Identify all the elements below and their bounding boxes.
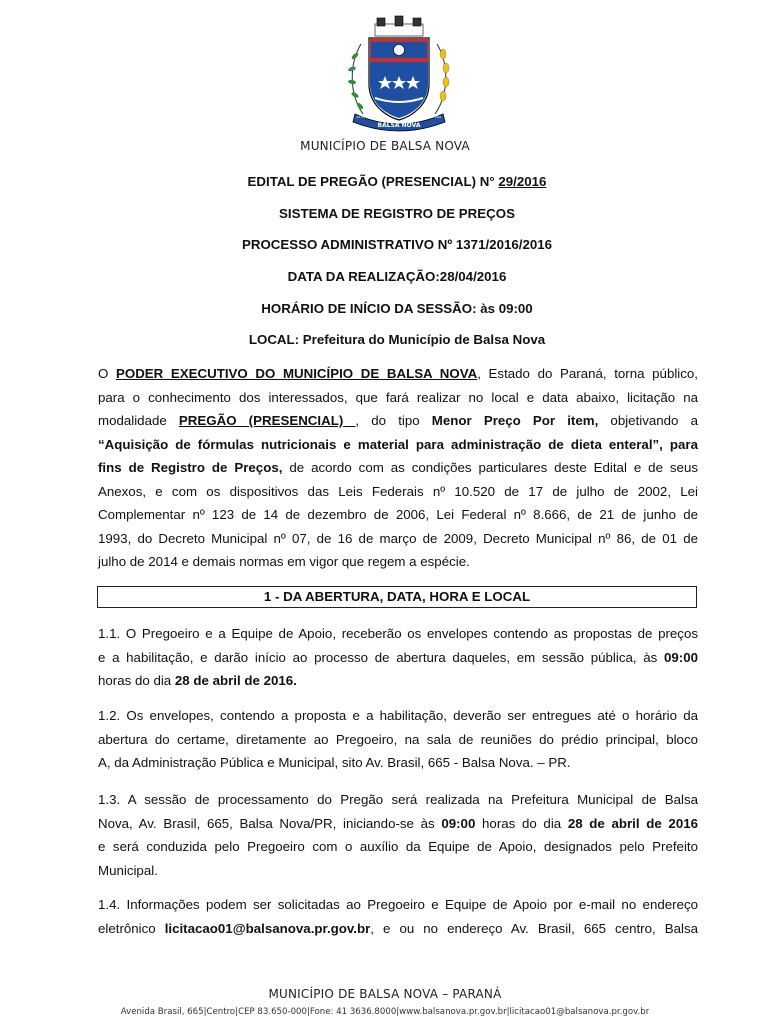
intro-line: Complementar nº 123 de 14 de dezembro de 2006, Lei Federal nº 8.666, de 21 de junho de xyxy=(98,507,698,522)
date-heading: DATA DA REALIZAÇÃO:28/04/2016 xyxy=(287,269,507,284)
footer-address: Avenida Brasil, 665|Centro|CEP 83.650-000|Fone: 41 3636.8000|www.balsanova.pr.gov.br|licitacao01@balsanova.pr.gov.br xyxy=(120,1007,650,1017)
crest-banner-text: BALSA NOVA xyxy=(377,122,421,129)
location-heading: LOCAL: Prefeitura do Município de Balsa Nova xyxy=(248,332,546,347)
contact-email[interactable]: licitacao01@balsanova.pr.gov.br xyxy=(164,920,371,936)
intro-line: para o conhecimento dos interessados, que fará realizar no local e data abaixo, licitação na xyxy=(98,389,698,405)
municipality-title: MUNICÍPIO DE BALSA NOVA xyxy=(300,139,470,153)
edital-number: 29/2016 xyxy=(498,174,547,189)
clause-1-4: 1.4. Informações podem ser solicitadas ao Pregoeiro e Equipe de Apoio por e-mail no endereço eletrônico licitacao01@balsanova.pr.gov.br, e ou no endereço Av. Brasil, 665 centro, Balsa xyxy=(98,897,698,936)
executive-power-name: PODER EXECUTIVO DO MUNICÍPIO DE BALSA NOVA xyxy=(115,366,478,381)
intro-line: julho de 2014 e demais normas em vigor que regem a espécie. xyxy=(98,554,470,569)
intro-paragraph xyxy=(98,362,698,574)
process-heading: PROCESSO ADMINISTRATIVO Nº 1371/2016/2016 xyxy=(241,237,553,252)
time-heading: HORÁRIO DE INÍCIO DA SESSÃO: às 09:00 xyxy=(261,301,533,316)
section-1-title: 1 - DA ABERTURA, DATA, HORA E LOCAL xyxy=(97,586,697,608)
clause-1-1: 1.1. O Pregoeiro e a Equipe de Apoio, receberão os envelopes contendo as propostas de preços e a habilitação, e darão início ao processo de abertura daqueles, em sessão pública, às 09:00 horas do dia 28 de abril de 2016. xyxy=(98,626,698,688)
system-heading: SISTEMA DE REGISTRO DE PREÇOS xyxy=(279,206,515,221)
clause-1-2: 1.2. Os envelopes, contendo a proposta e a habilitação, deverão ser entregues até o horário da abertura do certame, diretamente ao Pregoeiro, na sala de reuniões do prédio principal, bloco A, da Administração Pública e Municipal, sito Av. Brasil, 665 - Balsa Nova. – PR. xyxy=(98,708,698,770)
intro-line: fins de Registro de Preços, de acordo com as condições particulares deste Edital e de seus xyxy=(98,460,698,475)
edital-heading xyxy=(0,174,770,189)
municipal-crest-logo xyxy=(341,14,457,136)
intro-line: 1993, do Decreto Municipal nº 07, de 16 de março de 2009, Decreto Municipal nº 86, de 01 de xyxy=(98,530,698,546)
crest-date-left: 25-01-1961 xyxy=(356,115,374,119)
intro-line: O PODER EXECUTIVO DO MUNICÍPIO DE BALSA NOVA, Estado do Paraná, torna público, xyxy=(98,366,698,381)
modality-name: PREGÃO (PRESENCIAL) xyxy=(178,413,356,428)
object-description: “Aquisição de fórmulas nutricionais e material para administração de dieta enteral”, para xyxy=(98,436,698,452)
intro-line: modalidade PREGÃO (PRESENCIAL) , do tipo Menor Preço Por item, objetivando a xyxy=(98,413,698,428)
intro-line: Anexos, e com os dispositivos das Leis Federais nº 10.520 de 17 de julho de 2002, Lei xyxy=(98,483,698,499)
edital-prefix: EDITAL DE PREGÃO (PRESENCIAL) N° xyxy=(247,174,499,189)
intro-line xyxy=(98,433,698,457)
crest-date-right: 24-11-1961 xyxy=(424,115,442,119)
clause-1-3: 1.3. A sessão de processamento do Pregão será realizada na Prefeitura Municipal de Balsa Nova, Av. Brasil, 665, Balsa Nova/PR, iniciando-se às 09:00 horas do dia 28 de abril de 2016 e será conduzida pelo Pregoeiro com o auxílio da Equipe de Apoio, designados pelo Prefeito Municipal. xyxy=(98,792,699,878)
footer-title: MUNICÍPIO DE BALSA NOVA – PARANÁ xyxy=(268,987,502,1001)
